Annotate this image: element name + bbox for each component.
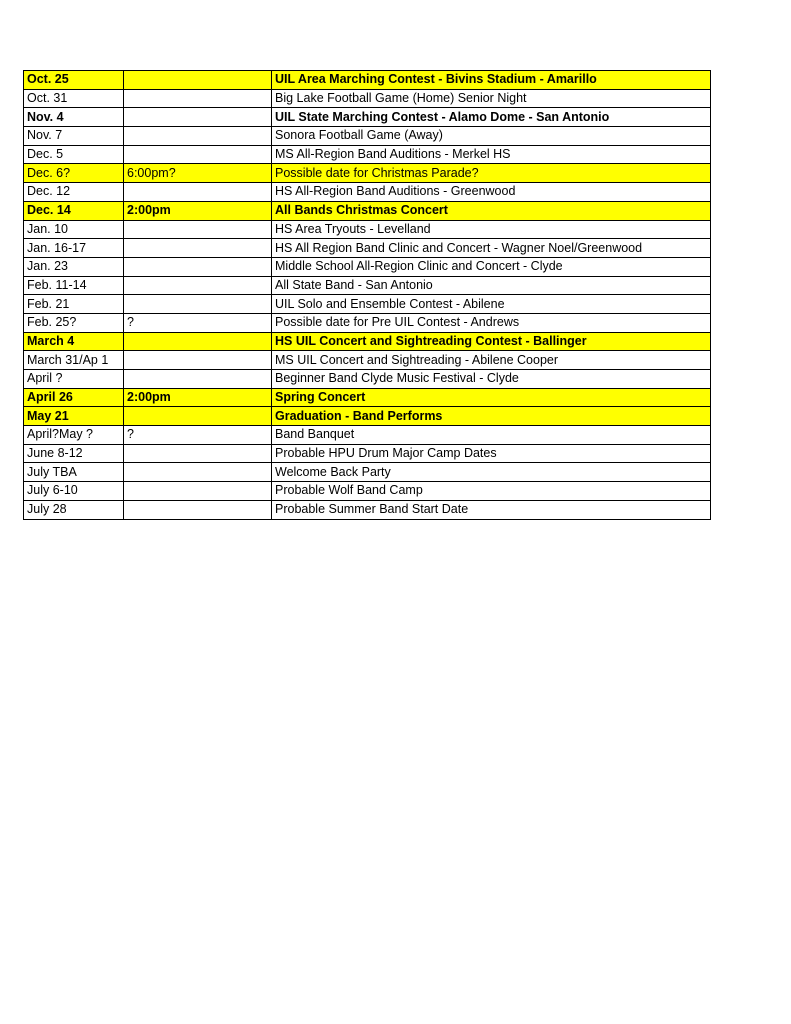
event-cell: Spring Concert — [272, 388, 711, 407]
time-cell: ? — [124, 313, 272, 332]
date-cell: July 6-10 — [24, 482, 124, 501]
schedule-row — [24, 183, 711, 202]
event-cell: Graduation - Band Performs — [272, 407, 711, 426]
event-cell: Possible date for Christmas Parade? — [272, 164, 711, 183]
date-cell: Nov. 4 — [24, 108, 124, 127]
event-cell: Probable Wolf Band Camp — [272, 482, 711, 501]
date-cell: Dec. 14 — [24, 201, 124, 220]
event-cell: MS All-Region Band Auditions - Merkel HS — [272, 145, 711, 164]
schedule-row — [24, 145, 711, 164]
event-cell: Middle School All-Region Clinic and Concert - Clyde — [272, 257, 711, 276]
time-cell — [124, 500, 272, 519]
time-cell — [124, 108, 272, 127]
time-cell — [124, 239, 272, 258]
time-cell — [124, 332, 272, 351]
time-cell — [124, 71, 272, 90]
event-cell: All State Band - San Antonio — [272, 276, 711, 295]
event-cell: Band Banquet — [272, 426, 711, 445]
date-cell: April ? — [24, 370, 124, 389]
schedule-row — [24, 257, 711, 276]
time-cell — [124, 444, 272, 463]
event-cell: Probable Summer Band Start Date — [272, 500, 711, 519]
event-cell: HS All-Region Band Auditions - Greenwood — [272, 183, 711, 202]
time-cell — [124, 482, 272, 501]
schedule-row — [24, 426, 711, 445]
event-cell: UIL Solo and Ensemble Contest - Abilene — [272, 295, 711, 314]
schedule-row — [24, 407, 711, 426]
time-cell — [124, 127, 272, 146]
date-cell: Feb. 21 — [24, 295, 124, 314]
time-cell — [124, 89, 272, 108]
date-cell: Jan. 10 — [24, 220, 124, 239]
band-schedule-table — [23, 70, 711, 520]
schedule-row — [24, 71, 711, 90]
date-cell: March 31/Ap 1 — [24, 351, 124, 370]
time-cell — [124, 145, 272, 164]
schedule-row — [24, 239, 711, 258]
time-cell — [124, 463, 272, 482]
event-cell: Sonora Football Game (Away) — [272, 127, 711, 146]
schedule-row — [24, 332, 711, 351]
time-cell — [124, 257, 272, 276]
time-cell — [124, 351, 272, 370]
schedule-row — [24, 89, 711, 108]
schedule-row — [24, 276, 711, 295]
time-cell — [124, 220, 272, 239]
schedule-row — [24, 313, 711, 332]
event-cell: HS Area Tryouts - Levelland — [272, 220, 711, 239]
date-cell: Feb. 11-14 — [24, 276, 124, 295]
date-cell: March 4 — [24, 332, 124, 351]
date-cell: Dec. 12 — [24, 183, 124, 202]
schedule-row — [24, 388, 711, 407]
event-cell: Welcome Back Party — [272, 463, 711, 482]
date-cell: Dec. 5 — [24, 145, 124, 164]
schedule-row — [24, 370, 711, 389]
schedule-row — [24, 201, 711, 220]
time-cell — [124, 407, 272, 426]
schedule-row — [24, 500, 711, 519]
schedule-row — [24, 295, 711, 314]
event-cell: All Bands Christmas Concert — [272, 201, 711, 220]
event-cell: HS UIL Concert and Sightreading Contest - Ballinger — [272, 332, 711, 351]
schedule-row — [24, 463, 711, 482]
date-cell: Dec. 6? — [24, 164, 124, 183]
schedule-row — [24, 220, 711, 239]
date-cell: May 21 — [24, 407, 124, 426]
date-cell: April 26 — [24, 388, 124, 407]
date-cell: June 8-12 — [24, 444, 124, 463]
event-cell: MS UIL Concert and Sightreading - Abilene Cooper — [272, 351, 711, 370]
time-cell: ? — [124, 426, 272, 445]
event-cell: Big Lake Football Game (Home) Senior Night — [272, 89, 711, 108]
event-cell: Beginner Band Clyde Music Festival - Clyde — [272, 370, 711, 389]
schedule-row — [24, 351, 711, 370]
event-cell: Possible date for Pre UIL Contest - Andrews — [272, 313, 711, 332]
time-cell: 6:00pm? — [124, 164, 272, 183]
time-cell — [124, 183, 272, 202]
schedule-row — [24, 108, 711, 127]
event-cell: HS All Region Band Clinic and Concert - Wagner Noel/Greenwood — [272, 239, 711, 258]
date-cell: July 28 — [24, 500, 124, 519]
time-cell — [124, 295, 272, 314]
event-cell: UIL Area Marching Contest - Bivins Stadium - Amarillo — [272, 71, 711, 90]
time-cell: 2:00pm — [124, 201, 272, 220]
schedule-row — [24, 482, 711, 501]
time-cell: 2:00pm — [124, 388, 272, 407]
schedule-row — [24, 127, 711, 146]
time-cell — [124, 370, 272, 389]
time-cell — [124, 276, 272, 295]
date-cell: July TBA — [24, 463, 124, 482]
date-cell: Oct. 31 — [24, 89, 124, 108]
date-cell: Feb. 25? — [24, 313, 124, 332]
date-cell: April?May ? — [24, 426, 124, 445]
event-cell: UIL State Marching Contest - Alamo Dome - San Antonio — [272, 108, 711, 127]
schedule-row — [24, 164, 711, 183]
date-cell: Jan. 16-17 — [24, 239, 124, 258]
schedule-row — [24, 444, 711, 463]
schedule-body — [24, 71, 711, 520]
date-cell: Jan. 23 — [24, 257, 124, 276]
event-cell: Probable HPU Drum Major Camp Dates — [272, 444, 711, 463]
date-cell: Oct. 25 — [24, 71, 124, 90]
date-cell: Nov. 7 — [24, 127, 124, 146]
